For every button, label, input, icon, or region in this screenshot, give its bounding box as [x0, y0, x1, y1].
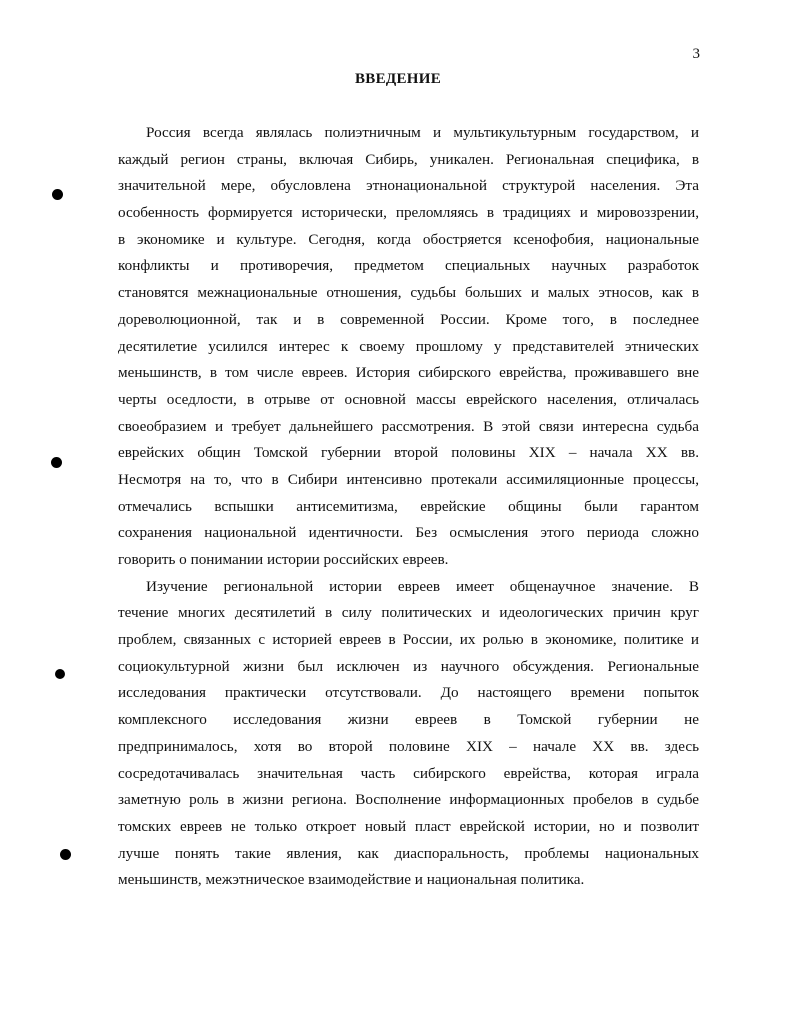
page-title: ВВЕДЕНИЕ: [354, 71, 442, 87]
text-line: предпринималось, хотя во второй половине XIX – начале XX вв. здесь: [118, 737, 699, 755]
text-line: сосредотачивалась значительная часть сибирского еврейства, которая играла: [118, 764, 699, 782]
text-line: проблем, связанных с историей евреев в России, их ролью в экономике, политике и: [118, 631, 699, 649]
text-line: особенность формируется исторически, преломляясь в традициях и мировоззрении,: [118, 204, 699, 222]
text-line: каждый регион страны, включая Сибирь, уникален. Региональная специфика, в: [118, 150, 699, 168]
text-line: еврейских общин Томской губернии второй половины XIX – начала XX вв.: [118, 444, 699, 462]
text-line: течение многих десятилетий в силу политических и идеологических причин круг: [118, 604, 699, 622]
text-line: дореволюционной, так и в современной России. Кроме того, в последнее: [118, 310, 699, 328]
text-line: исследования практически отсутствовали. До настоящего времени попыток: [118, 684, 699, 702]
paragraph-1: [118, 120, 699, 574]
text-line: Россия всегда являлась полиэтничным и мультикультурным государством, и: [146, 124, 699, 141]
text-line: меньшинств, в том числе евреев. История сибирского еврейства, проживавшего вне: [118, 364, 699, 382]
text-line: Изучение региональной истории евреев имеет общенаучное значение. В: [146, 577, 699, 595]
text-line: отмечались вспышки антисемитизма, еврейские общины были гарантом: [118, 497, 699, 515]
text-line: сохранения национальной идентичности. Без осмысления этого периода сложно: [118, 524, 699, 542]
text-line: комплексного исследования жизни евреев в Томской губернии не: [118, 711, 699, 729]
page-number: 3: [692, 46, 700, 62]
text-line: черты оседлости, в отрыве от основной массы еврейского населения, отличалась: [118, 390, 699, 408]
text-line: десятилетие усилился интерес к своему прошлому у представителей этнических: [118, 337, 699, 355]
text-line: становятся межнациональные отношения, судьбы больших и малых этносов, как в: [118, 284, 699, 302]
binder-hole-dot: [51, 457, 62, 468]
text-line: лучше понять такие явления, как диаспоральность, проблемы национальных: [118, 844, 699, 862]
paragraph-2: [118, 574, 699, 894]
text-line: значительной мере, обусловлена этнонациональной структурой населения. Эта: [118, 177, 699, 195]
text-line: конфликты и противоречия, предметом специальных научных разработок: [118, 257, 699, 275]
binder-hole-dot: [52, 189, 63, 200]
text-line: томских евреев не только откроет новый пласт еврейской истории, но и позволит: [118, 817, 699, 835]
text-line: социокультурной жизни был исключен из научного обсуждения. Региональные: [118, 657, 699, 675]
binder-hole-dot: [55, 669, 65, 679]
text-line: заметную роль в жизни региона. Восполнение информационных пробелов в судьбе: [118, 791, 699, 809]
text-line: Несмотря на то, что в Сибири интенсивно протекали ассимиляционные процессы,: [118, 470, 699, 488]
text-line: своеобразием и требует дальнейшего рассмотрения. В этой связи интересна судьба: [118, 417, 699, 435]
text-line: меньшинств, межэтническое взаимодействие и национальная политика.: [118, 871, 585, 889]
binder-hole-dot: [60, 849, 71, 860]
body-text: [118, 120, 699, 894]
text-line: в экономике и культуре. Сегодня, когда обостряется ксенофобия, национальные: [118, 230, 699, 248]
text-line: говорить о понимании истории российских евреев.: [118, 551, 449, 568]
